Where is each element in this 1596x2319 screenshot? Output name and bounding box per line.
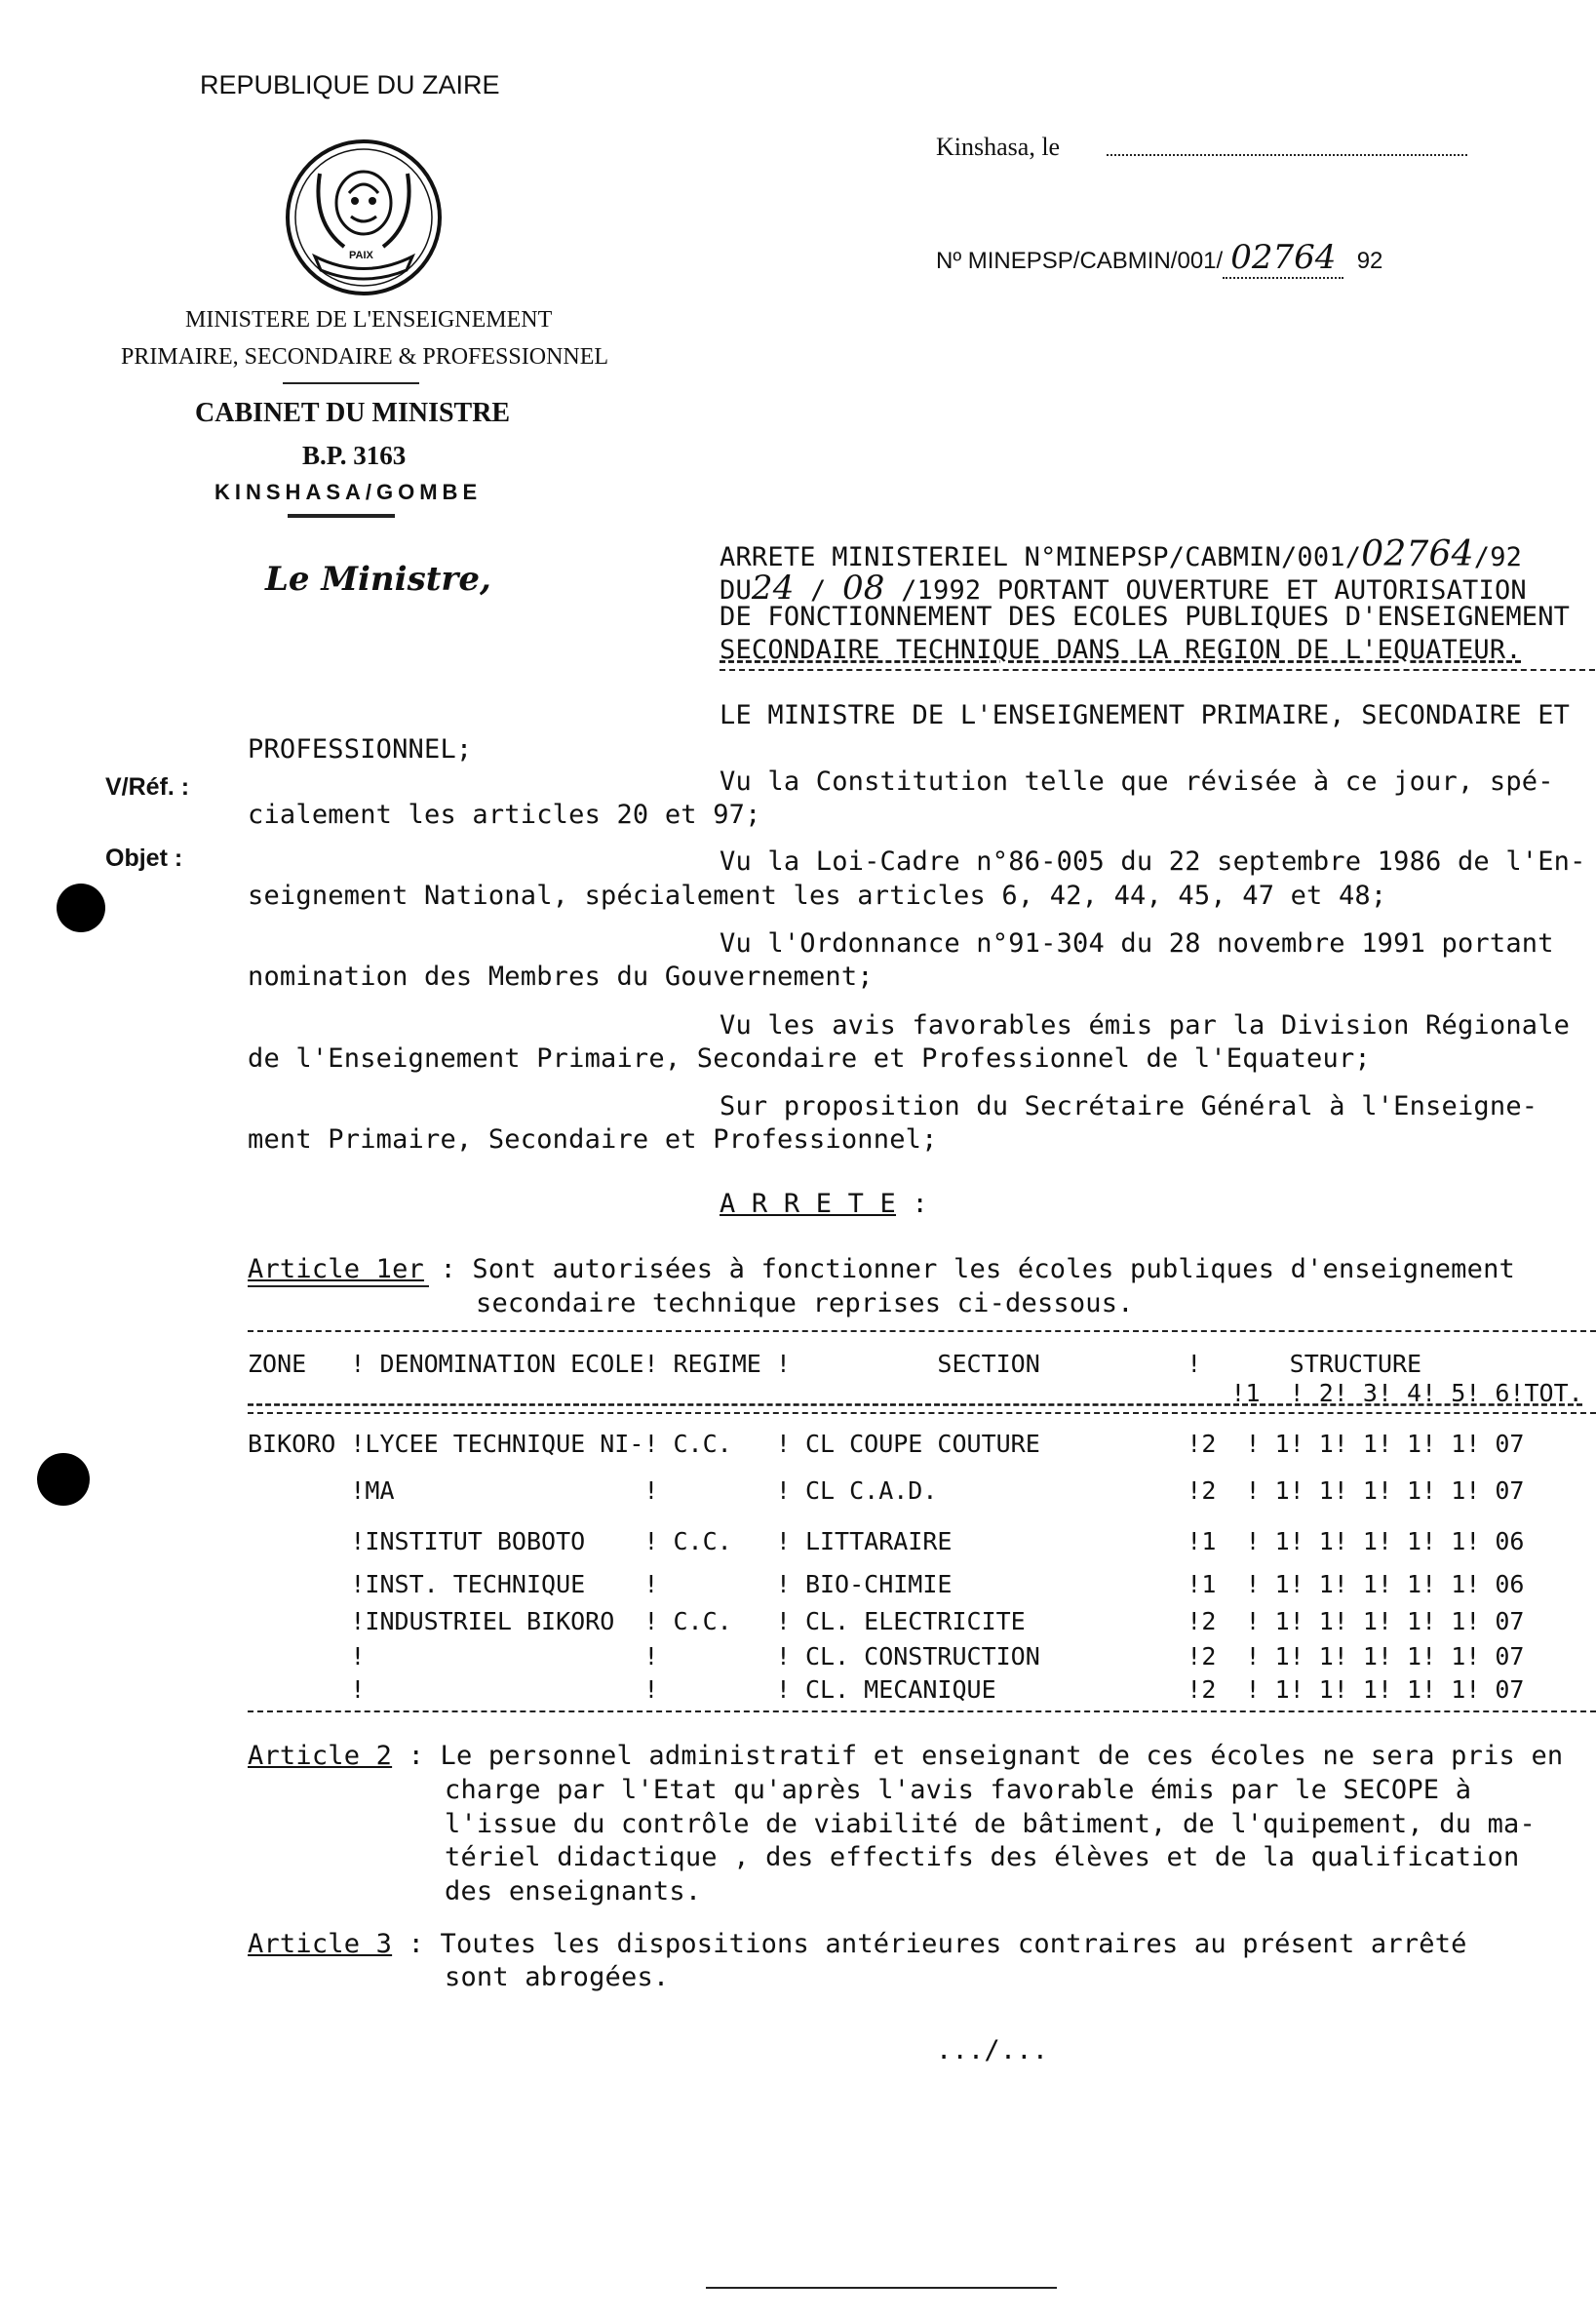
article-1-text-1: Sont autorisées à fonctionner les écoles publiques d'enseignement bbox=[472, 1254, 1515, 1284]
table-row: ! ! ! CL. CONSTRUCTION !2 ! 1! 1! 1! 1! 1! 07 bbox=[248, 1642, 1525, 1670]
punch-hole-top bbox=[57, 884, 105, 932]
table-row: ! ! ! CL. MECANIQUE !2 ! 1! 1! 1! 1! 1! 07 bbox=[248, 1675, 1525, 1704]
preamble-3b: seignement National, spécialement les articles 6, 42, 44, 45, 47 et 48; bbox=[248, 881, 1387, 911]
preamble-2b: cialement les articles 20 et 97; bbox=[248, 800, 761, 830]
article-2-label: Article 2 bbox=[248, 1741, 393, 1771]
table-row: !INSTITUT BOBOTO ! C.C. ! LITTARAIRE !1 ! 1! 1! 1! 1! 1! 06 bbox=[248, 1527, 1525, 1555]
preamble-6b: ment Primaire, Secondaire et Professionnel; bbox=[248, 1124, 938, 1155]
preamble-5a: Vu les avis favorables émis par la Division Régionale bbox=[720, 1010, 1571, 1041]
table-header-rule bbox=[248, 1412, 1596, 1414]
table-row: !MA ! ! CL C.A.D. !2 ! 1! 1! 1! 1! 1! 07 bbox=[248, 1476, 1525, 1505]
article-3 bbox=[248, 1929, 1467, 1959]
article-2-line-2: charge par l'Etat qu'après l'avis favorable émis par le SECOPE à bbox=[445, 1775, 1472, 1805]
title-month-handwritten: 08 bbox=[841, 569, 885, 608]
article-3-label: Article 3 bbox=[248, 1929, 393, 1959]
footer-rule bbox=[706, 2287, 1057, 2289]
arrete-word: A R R E T E bbox=[720, 1189, 897, 1219]
article-3-line-2: sont abrogées. bbox=[445, 1962, 670, 1992]
title-underline bbox=[720, 669, 1595, 671]
arrete-colon: : bbox=[896, 1189, 928, 1219]
article-2 bbox=[248, 1741, 1563, 1771]
article-1-label: Article 1er bbox=[248, 1254, 425, 1284]
title-rest: /1992 PORTANT OUVERTURE ET AUTORISATION bbox=[884, 575, 1527, 606]
ref-prefix: Nº MINEPSP/CABMIN/001/ bbox=[936, 248, 1224, 274]
city-heading: KINSHASA/GOMBE bbox=[214, 480, 483, 504]
title-du: DU bbox=[720, 575, 752, 606]
table-header: ZONE ! DENOMINATION ECOLE! REGIME ! SECTION ! STRUCTURE bbox=[248, 1350, 1422, 1378]
article-1-underline bbox=[248, 1285, 429, 1287]
table-top-rule bbox=[248, 1330, 1596, 1332]
article-3-line-1: Toutes les dispositions antérieures contraires au présent arrêté bbox=[440, 1929, 1467, 1959]
preamble-2a: Vu la Constitution telle que révisée à ce jour, spé- bbox=[720, 766, 1554, 797]
article-2-line-3: l'issue du contrôle de viabilité de bâtiment, de l'quipement, du ma- bbox=[445, 1809, 1536, 1839]
preamble-5b: de l'Enseignement Primaire, Secondaire et Professionnel de l'Equateur; bbox=[248, 1043, 1371, 1074]
place-date-label: Kinshasa, le bbox=[936, 133, 1061, 161]
divider bbox=[283, 382, 419, 384]
table-row: !INDUSTRIEL BIKORO ! C.C. ! CL. ELECTRICITE !2 ! 1! 1! 1! 1! 1! 07 bbox=[248, 1607, 1525, 1635]
preamble-1a: LE MINISTRE DE L'ENSEIGNEMENT PRIMAIRE, SECONDAIRE ET bbox=[720, 700, 1571, 730]
table-subheader: !1 ! 2! 3! 4! 5! 6!TOT. bbox=[248, 1379, 1583, 1407]
continuation-marker: .../... bbox=[936, 2035, 1049, 2065]
reference-number bbox=[936, 238, 1382, 277]
title-sep: / bbox=[794, 575, 842, 606]
title-day-handwritten: 24 bbox=[751, 569, 795, 608]
article-1-text-2: secondaire technique reprises ci-dessous. bbox=[476, 1288, 1134, 1318]
title-number-handwritten: 02764 bbox=[1361, 534, 1474, 574]
title-year: /92 bbox=[1473, 542, 1523, 572]
article-3-sep: : bbox=[392, 1929, 441, 1959]
article-2-line-5: des enseignants. bbox=[445, 1876, 702, 1906]
article-2-sep: : bbox=[392, 1741, 441, 1771]
punch-hole-bottom bbox=[37, 1453, 90, 1506]
le-ministre-label: Le Ministre, bbox=[265, 560, 491, 599]
seal-motto: PAIX bbox=[349, 250, 373, 261]
preamble-6a: Sur proposition du Secrétaire Général à l'Enseigne- bbox=[720, 1091, 1538, 1121]
republic-heading: REPUBLIQUE DU ZAIRE bbox=[200, 70, 500, 99]
preamble-4a: Vu l'Ordonnance n°91-304 du 28 novembre 1991 portant bbox=[720, 928, 1554, 959]
table-row: !INST. TECHNIQUE ! ! BIO-CHIMIE !1 ! 1! 1! 1! 1! 1! 06 bbox=[248, 1570, 1525, 1598]
ministry-line-2: PRIMAIRE, SECONDAIRE & PROFESSIONNEL bbox=[121, 344, 609, 370]
article-1-sep: : bbox=[424, 1254, 473, 1284]
article-2-line-4: tériel didactique , des effectifs des élèves et de la qualification bbox=[445, 1842, 1520, 1872]
article-1 bbox=[248, 1254, 1515, 1284]
ref-year-spacer bbox=[1343, 248, 1356, 274]
preamble-1b: PROFESSIONNEL; bbox=[248, 734, 473, 765]
table-bottom-rule bbox=[248, 1710, 1596, 1712]
preamble-3a: Vu la Loi-Cadre n°86-005 du 22 septembre 1986 de l'En- bbox=[720, 846, 1586, 877]
ministry-line-1: MINISTERE DE L'ENSEIGNEMENT bbox=[185, 307, 553, 333]
title-part: ARRETE MINISTERIEL N°MINEPSP/CABMIN/001/ bbox=[720, 542, 1362, 572]
decree-title-line-3: DE FONCTIONNEMENT DES ECOLES PUBLIQUES D'ENSEIGNEMENT bbox=[720, 602, 1571, 632]
city-underline bbox=[288, 514, 395, 518]
preamble-4b: nomination des Membres du Gouvernement; bbox=[248, 962, 874, 992]
date-blank-line bbox=[1107, 154, 1467, 156]
po-box: B.P. 3163 bbox=[302, 441, 407, 470]
ref-year: 92 bbox=[1356, 248, 1383, 274]
article-2-line-1: Le personnel administratif et enseignant de ces écoles ne sera pris en bbox=[440, 1741, 1564, 1771]
coat-of-arms-seal bbox=[281, 135, 447, 300]
vref-label: V/Réf. : bbox=[105, 773, 190, 801]
cabinet-heading: CABINET DU MINISTRE bbox=[195, 398, 511, 428]
decree-title-line-4: SECONDAIRE TECHNIQUE DANS LA REGION DE L'EQUATEUR. bbox=[720, 635, 1522, 665]
objet-label: Objet : bbox=[105, 845, 183, 872]
ref-number-handwritten: 02764 bbox=[1223, 238, 1343, 279]
arrete-heading bbox=[720, 1189, 928, 1219]
table-row: BIKORO !LYCEE TECHNIQUE NI-! C.C. ! CL COUPE COUTURE !2 ! 1! 1! 1! 1! 1! 07 bbox=[248, 1430, 1525, 1458]
